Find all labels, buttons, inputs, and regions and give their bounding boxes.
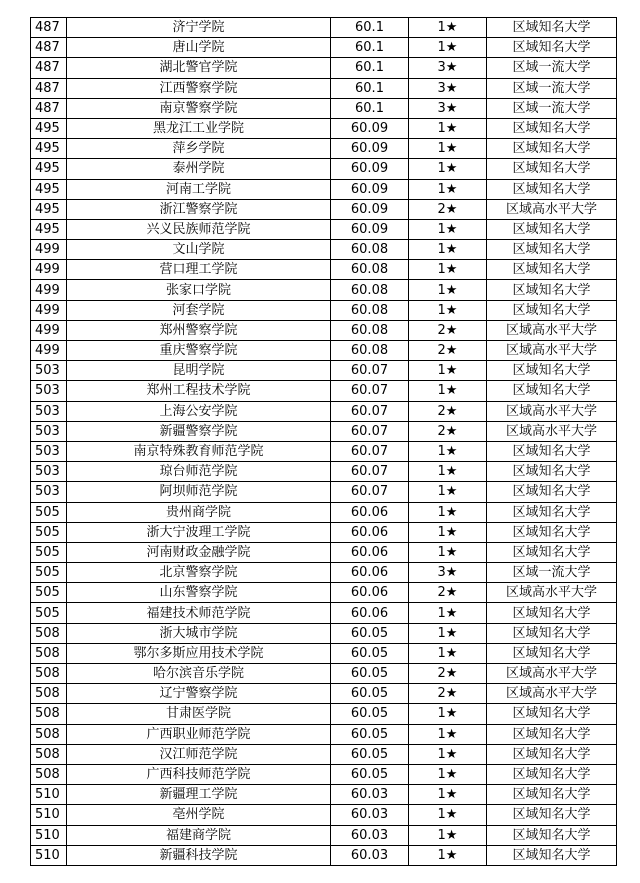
tier-cell: 区域知名大学 (487, 381, 617, 401)
tier-cell: 区域知名大学 (487, 118, 617, 138)
score-cell: 60.06 (331, 583, 409, 603)
star-level-cell: 1★ (409, 603, 487, 623)
rank-cell: 510 (31, 845, 67, 865)
rank-cell: 505 (31, 502, 67, 522)
table-row (31, 462, 617, 482)
star-level-cell: 3★ (409, 563, 487, 583)
school-name-cell: 河南财政金融学院 (67, 542, 331, 562)
star-level-cell: 1★ (409, 704, 487, 724)
table-row (31, 401, 617, 421)
rank-cell: 503 (31, 381, 67, 401)
table-row (31, 38, 617, 58)
school-name-cell: 济宁学院 (67, 18, 331, 38)
tier-cell: 区域知名大学 (487, 159, 617, 179)
table-row (31, 280, 617, 300)
score-cell: 60.09 (331, 118, 409, 138)
score-cell: 60.08 (331, 280, 409, 300)
score-cell: 60.05 (331, 724, 409, 744)
rank-cell: 510 (31, 825, 67, 845)
star-level-cell: 1★ (409, 441, 487, 461)
score-cell: 60.07 (331, 381, 409, 401)
star-level-cell: 1★ (409, 118, 487, 138)
school-name-cell: 南京警察学院 (67, 98, 331, 118)
table-row (31, 684, 617, 704)
school-name-cell: 阿坝师范学院 (67, 482, 331, 502)
rank-cell: 505 (31, 542, 67, 562)
score-cell: 60.05 (331, 643, 409, 663)
table-row (31, 724, 617, 744)
star-level-cell: 2★ (409, 684, 487, 704)
table-row (31, 260, 617, 280)
score-cell: 60.05 (331, 664, 409, 684)
tier-cell: 区域知名大学 (487, 764, 617, 784)
school-name-cell: 北京警察学院 (67, 563, 331, 583)
score-cell: 60.08 (331, 260, 409, 280)
rank-cell: 487 (31, 38, 67, 58)
table-row (31, 421, 617, 441)
rank-cell: 495 (31, 159, 67, 179)
score-cell: 60.1 (331, 18, 409, 38)
tier-cell: 区域高水平大学 (487, 199, 617, 219)
star-level-cell: 2★ (409, 401, 487, 421)
tier-cell: 区域知名大学 (487, 785, 617, 805)
score-cell: 60.07 (331, 361, 409, 381)
tier-cell: 区域知名大学 (487, 219, 617, 239)
score-cell: 60.07 (331, 482, 409, 502)
star-level-cell: 1★ (409, 482, 487, 502)
score-cell: 60.1 (331, 58, 409, 78)
star-level-cell: 1★ (409, 805, 487, 825)
table-row (31, 361, 617, 381)
school-name-cell: 河南工学院 (67, 179, 331, 199)
star-level-cell: 1★ (409, 542, 487, 562)
star-level-cell: 1★ (409, 381, 487, 401)
rank-cell: 508 (31, 764, 67, 784)
score-cell: 60.08 (331, 300, 409, 320)
tier-cell: 区域知名大学 (487, 522, 617, 542)
school-name-cell: 重庆警察学院 (67, 341, 331, 361)
rank-cell: 503 (31, 421, 67, 441)
tier-cell: 区域知名大学 (487, 845, 617, 865)
star-level-cell: 2★ (409, 320, 487, 340)
table-row (31, 542, 617, 562)
rank-cell: 503 (31, 441, 67, 461)
table-row (31, 320, 617, 340)
star-level-cell: 1★ (409, 724, 487, 744)
tier-cell: 区域知名大学 (487, 361, 617, 381)
score-cell: 60.05 (331, 744, 409, 764)
star-level-cell: 2★ (409, 583, 487, 603)
tier-cell: 区域知名大学 (487, 240, 617, 260)
school-name-cell: 泰州学院 (67, 159, 331, 179)
rank-cell: 503 (31, 401, 67, 421)
score-cell: 60.1 (331, 78, 409, 98)
tier-cell: 区域知名大学 (487, 805, 617, 825)
table-row (31, 341, 617, 361)
star-level-cell: 1★ (409, 280, 487, 300)
table-row (31, 179, 617, 199)
table-row (31, 563, 617, 583)
tier-cell: 区域知名大学 (487, 280, 617, 300)
rank-cell: 495 (31, 199, 67, 219)
score-cell: 60.06 (331, 603, 409, 623)
school-name-cell: 山东警察学院 (67, 583, 331, 603)
score-cell: 60.09 (331, 179, 409, 199)
score-cell: 60.08 (331, 240, 409, 260)
tier-cell: 区域知名大学 (487, 260, 617, 280)
school-name-cell: 贵州商学院 (67, 502, 331, 522)
table-row (31, 825, 617, 845)
ranking-table (30, 17, 617, 866)
school-name-cell: 营口理工学院 (67, 260, 331, 280)
star-level-cell: 1★ (409, 825, 487, 845)
school-name-cell: 新疆警察学院 (67, 421, 331, 441)
table-row (31, 18, 617, 38)
score-cell: 60.08 (331, 341, 409, 361)
rank-cell: 508 (31, 664, 67, 684)
tier-cell: 区域知名大学 (487, 825, 617, 845)
score-cell: 60.03 (331, 805, 409, 825)
rank-cell: 495 (31, 179, 67, 199)
tier-cell: 区域知名大学 (487, 724, 617, 744)
table-row (31, 240, 617, 260)
ranking-table-body (31, 18, 617, 866)
rank-cell: 505 (31, 522, 67, 542)
table-row (31, 300, 617, 320)
school-name-cell: 江西警察学院 (67, 78, 331, 98)
tier-cell: 区域知名大学 (487, 643, 617, 663)
tier-cell: 区域一流大学 (487, 58, 617, 78)
rank-cell: 487 (31, 98, 67, 118)
tier-cell: 区域知名大学 (487, 502, 617, 522)
rank-cell: 495 (31, 118, 67, 138)
table-row (31, 441, 617, 461)
tier-cell: 区域知名大学 (487, 38, 617, 58)
tier-cell: 区域高水平大学 (487, 320, 617, 340)
table-row (31, 583, 617, 603)
table-row (31, 522, 617, 542)
table-row (31, 118, 617, 138)
rank-cell: 508 (31, 724, 67, 744)
table-row (31, 159, 617, 179)
star-level-cell: 1★ (409, 260, 487, 280)
tier-cell: 区域高水平大学 (487, 664, 617, 684)
rank-cell: 499 (31, 341, 67, 361)
school-name-cell: 汉江师范学院 (67, 744, 331, 764)
school-name-cell: 新疆科技学院 (67, 845, 331, 865)
school-name-cell: 浙江警察学院 (67, 199, 331, 219)
tier-cell: 区域高水平大学 (487, 421, 617, 441)
star-level-cell: 1★ (409, 361, 487, 381)
rank-cell: 505 (31, 563, 67, 583)
score-cell: 60.09 (331, 139, 409, 159)
score-cell: 60.05 (331, 684, 409, 704)
score-cell: 60.05 (331, 764, 409, 784)
tier-cell: 区域高水平大学 (487, 583, 617, 603)
school-name-cell: 上海公安学院 (67, 401, 331, 421)
school-name-cell: 黑龙江工业学院 (67, 118, 331, 138)
rank-cell: 495 (31, 219, 67, 239)
score-cell: 60.1 (331, 38, 409, 58)
school-name-cell: 哈尔滨音乐学院 (67, 664, 331, 684)
table-row (31, 845, 617, 865)
tier-cell: 区域知名大学 (487, 139, 617, 159)
table-row (31, 744, 617, 764)
rank-cell: 510 (31, 805, 67, 825)
school-name-cell: 浙大宁波理工学院 (67, 522, 331, 542)
rank-cell: 508 (31, 623, 67, 643)
star-level-cell: 2★ (409, 664, 487, 684)
star-level-cell: 1★ (409, 159, 487, 179)
tier-cell: 区域知名大学 (487, 179, 617, 199)
rank-cell: 510 (31, 785, 67, 805)
score-cell: 60.06 (331, 522, 409, 542)
school-name-cell: 昆明学院 (67, 361, 331, 381)
star-level-cell: 1★ (409, 502, 487, 522)
score-cell: 60.08 (331, 320, 409, 340)
school-name-cell: 南京特殊教育师范学院 (67, 441, 331, 461)
star-level-cell: 1★ (409, 744, 487, 764)
score-cell: 60.09 (331, 159, 409, 179)
table-row (31, 805, 617, 825)
star-level-cell: 1★ (409, 38, 487, 58)
table-row (31, 603, 617, 623)
rank-cell: 487 (31, 58, 67, 78)
rank-cell: 505 (31, 603, 67, 623)
star-level-cell: 2★ (409, 341, 487, 361)
score-cell: 60.07 (331, 462, 409, 482)
rank-cell: 503 (31, 462, 67, 482)
table-row (31, 98, 617, 118)
star-level-cell: 1★ (409, 623, 487, 643)
score-cell: 60.06 (331, 502, 409, 522)
school-name-cell: 文山学院 (67, 240, 331, 260)
rank-cell: 487 (31, 18, 67, 38)
star-level-cell: 1★ (409, 522, 487, 542)
tier-cell: 区域知名大学 (487, 603, 617, 623)
score-cell: 60.06 (331, 563, 409, 583)
school-name-cell: 河套学院 (67, 300, 331, 320)
school-name-cell: 辽宁警察学院 (67, 684, 331, 704)
rank-cell: 499 (31, 300, 67, 320)
table-row (31, 58, 617, 78)
star-level-cell: 1★ (409, 300, 487, 320)
school-name-cell: 湖北警官学院 (67, 58, 331, 78)
school-name-cell: 郑州工程技术学院 (67, 381, 331, 401)
school-name-cell: 张家口学院 (67, 280, 331, 300)
star-level-cell: 1★ (409, 764, 487, 784)
score-cell: 60.1 (331, 98, 409, 118)
star-level-cell: 1★ (409, 785, 487, 805)
table-row (31, 139, 617, 159)
tier-cell: 区域一流大学 (487, 78, 617, 98)
rank-cell: 495 (31, 139, 67, 159)
tier-cell: 区域一流大学 (487, 98, 617, 118)
tier-cell: 区域知名大学 (487, 18, 617, 38)
table-row (31, 502, 617, 522)
school-name-cell: 亳州学院 (67, 805, 331, 825)
rank-cell: 487 (31, 78, 67, 98)
tier-cell: 区域高水平大学 (487, 684, 617, 704)
rank-cell: 505 (31, 583, 67, 603)
table-row (31, 623, 617, 643)
table-row (31, 664, 617, 684)
score-cell: 60.03 (331, 825, 409, 845)
score-cell: 60.07 (331, 421, 409, 441)
rank-cell: 503 (31, 482, 67, 502)
score-cell: 60.03 (331, 845, 409, 865)
rank-cell: 499 (31, 280, 67, 300)
star-level-cell: 1★ (409, 18, 487, 38)
tier-cell: 区域知名大学 (487, 704, 617, 724)
school-name-cell: 新疆理工学院 (67, 785, 331, 805)
school-name-cell: 琼台师范学院 (67, 462, 331, 482)
school-name-cell: 福建技术师范学院 (67, 603, 331, 623)
star-level-cell: 2★ (409, 199, 487, 219)
star-level-cell: 1★ (409, 240, 487, 260)
table-row (31, 199, 617, 219)
score-cell: 60.06 (331, 542, 409, 562)
star-level-cell: 1★ (409, 643, 487, 663)
school-name-cell: 郑州警察学院 (67, 320, 331, 340)
score-cell: 60.07 (331, 441, 409, 461)
tier-cell: 区域知名大学 (487, 482, 617, 502)
score-cell: 60.09 (331, 219, 409, 239)
score-cell: 60.09 (331, 199, 409, 219)
tier-cell: 区域知名大学 (487, 744, 617, 764)
rank-cell: 508 (31, 704, 67, 724)
star-level-cell: 1★ (409, 179, 487, 199)
rank-cell: 499 (31, 240, 67, 260)
table-row (31, 643, 617, 663)
school-name-cell: 鄂尔多斯应用技术学院 (67, 643, 331, 663)
rank-cell: 499 (31, 320, 67, 340)
star-level-cell: 1★ (409, 845, 487, 865)
score-cell: 60.03 (331, 785, 409, 805)
star-level-cell: 1★ (409, 139, 487, 159)
star-level-cell: 3★ (409, 78, 487, 98)
rank-cell: 503 (31, 361, 67, 381)
tier-cell: 区域知名大学 (487, 542, 617, 562)
star-level-cell: 2★ (409, 421, 487, 441)
school-name-cell: 广西科技师范学院 (67, 764, 331, 784)
table-row (31, 78, 617, 98)
tier-cell: 区域知名大学 (487, 300, 617, 320)
tier-cell: 区域知名大学 (487, 462, 617, 482)
school-name-cell: 兴义民族师范学院 (67, 219, 331, 239)
tier-cell: 区域高水平大学 (487, 401, 617, 421)
star-level-cell: 3★ (409, 58, 487, 78)
star-level-cell: 1★ (409, 219, 487, 239)
tier-cell: 区域知名大学 (487, 623, 617, 643)
rank-cell: 499 (31, 260, 67, 280)
tier-cell: 区域高水平大学 (487, 341, 617, 361)
rank-cell: 508 (31, 684, 67, 704)
rank-cell: 508 (31, 643, 67, 663)
table-row (31, 764, 617, 784)
rank-cell: 508 (31, 744, 67, 764)
table-row (31, 219, 617, 239)
star-level-cell: 1★ (409, 462, 487, 482)
score-cell: 60.05 (331, 704, 409, 724)
star-level-cell: 3★ (409, 98, 487, 118)
school-name-cell: 福建商学院 (67, 825, 331, 845)
school-name-cell: 浙大城市学院 (67, 623, 331, 643)
score-cell: 60.07 (331, 401, 409, 421)
table-row (31, 482, 617, 502)
table-row (31, 381, 617, 401)
school-name-cell: 甘肃医学院 (67, 704, 331, 724)
school-name-cell: 广西职业师范学院 (67, 724, 331, 744)
tier-cell: 区域知名大学 (487, 441, 617, 461)
table-row (31, 704, 617, 724)
school-name-cell: 唐山学院 (67, 38, 331, 58)
table-row (31, 785, 617, 805)
score-cell: 60.05 (331, 623, 409, 643)
school-name-cell: 萍乡学院 (67, 139, 331, 159)
tier-cell: 区域一流大学 (487, 563, 617, 583)
